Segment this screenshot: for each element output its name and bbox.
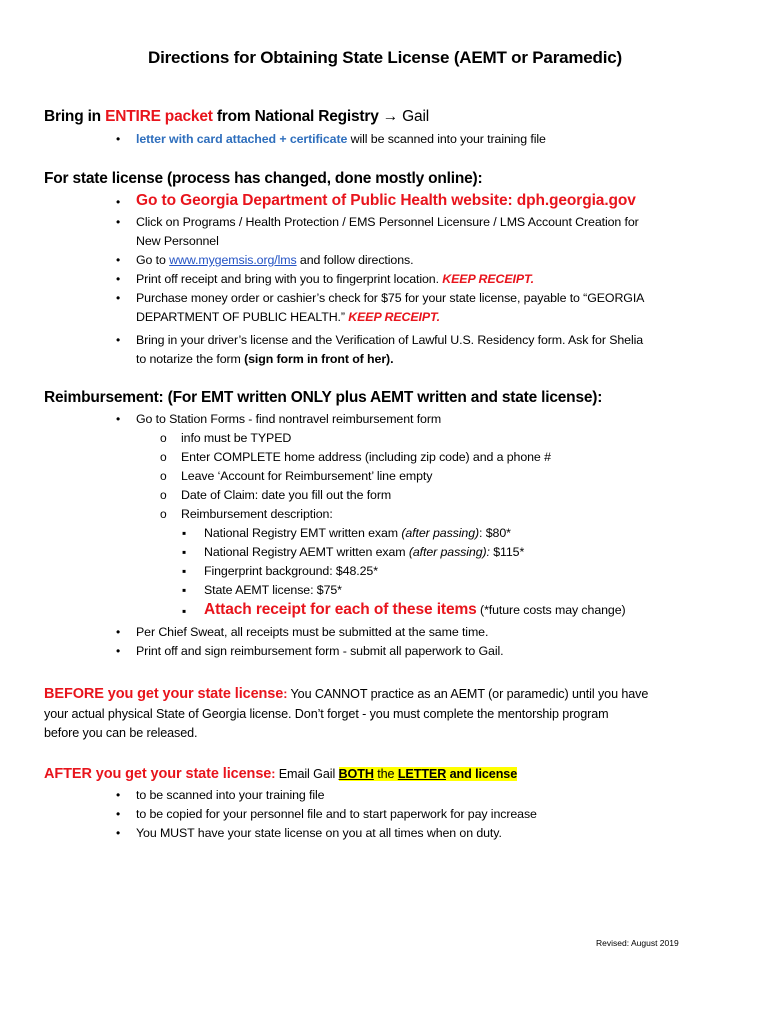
goto-post: and follow directions. <box>296 253 414 267</box>
attach-receipt-text: Attach receipt for each of these items <box>204 601 477 618</box>
desc-item: State AEMT license: $75* <box>204 583 342 597</box>
after-email: Email Gail <box>275 767 339 781</box>
goto-pre: Go to <box>136 253 170 267</box>
square-bullet-icon: ▪ <box>182 583 187 597</box>
bullet-icon: • <box>116 826 121 840</box>
attach-item <box>204 600 626 620</box>
bullet-icon: • <box>116 253 121 267</box>
state-heading: For state license (process has changed, done mostly online): <box>44 170 483 187</box>
desc2-italic: (after passing): <box>408 545 490 559</box>
bring-heading <box>44 108 429 126</box>
bring-item-rest: will be scanned into your training file <box>347 132 546 146</box>
bullet-icon: • <box>116 195 121 209</box>
list-item-cont <box>136 308 440 327</box>
circle-bullet-icon: o <box>160 450 167 464</box>
keep-receipt-text: KEEP RECEIPT. <box>348 310 440 324</box>
list-item: Print off and sign reimbursement form - submit all paperwork to Gail. <box>136 644 504 658</box>
after-paragraph <box>44 765 734 785</box>
before-colon: : <box>283 687 288 701</box>
square-bullet-icon: ▪ <box>182 545 187 559</box>
bring2-bold: (sign form in front of her). <box>244 352 394 366</box>
bullet-icon: • <box>116 644 121 658</box>
list-item <box>136 251 413 270</box>
mygemsis-link[interactable]: www.mygemsis.org/lms <box>169 253 297 267</box>
bring-post: from National Registry <box>212 108 379 125</box>
both-highlight: BOTH <box>338 767 374 781</box>
desc-item <box>204 524 511 543</box>
revised-date: Revised: August 2019 <box>596 938 679 948</box>
bullet-icon: • <box>116 807 121 821</box>
sub-item: Leave ‘Account for Reimbursement’ line empty <box>181 469 433 483</box>
bullet-icon: • <box>116 132 121 146</box>
list-item <box>136 270 534 289</box>
list-item-cont: New Personnel <box>136 234 219 248</box>
after-label: AFTER you get your state license <box>44 766 272 782</box>
bullet-icon: • <box>116 412 121 426</box>
square-bullet-icon: ▪ <box>182 604 187 618</box>
desc1-italic: (after passing) <box>401 526 480 540</box>
list-item: Bring in your driver’s license and the Verification of Lawful U.S. Residency form. Ask for Shelia <box>136 333 644 347</box>
bring-pre: Bring in <box>44 108 106 125</box>
list-item: Click on Programs / Health Protection / EMS Personnel Licensure / LMS Account Creation for <box>136 215 639 229</box>
desc-item <box>204 543 524 562</box>
circle-bullet-icon: o <box>160 488 167 502</box>
square-bullet-icon: ▪ <box>182 564 187 578</box>
reimbursement-heading: Reimbursement: (For EMT written ONLY plus AEMT written and state license): <box>44 389 603 406</box>
before-text-3: before you can be released. <box>44 726 198 740</box>
list-item <box>136 130 546 149</box>
purchase-pre: DEPARTMENT OF PUBLIC HEALTH.” <box>136 310 349 324</box>
circle-bullet-icon: o <box>160 431 167 445</box>
list-item: to be copied for your personnel file and to start paperwork for pay increase <box>136 807 537 821</box>
bullet-icon: • <box>116 291 121 305</box>
bullet-icon: • <box>116 625 121 639</box>
entire-packet-text: ENTIRE packet <box>105 108 213 125</box>
desc1-post: : $80* <box>479 526 511 540</box>
print-pre: Print off receipt and bring with you to fingerprint location. <box>136 272 443 286</box>
desc2-post: $115* <box>489 545 525 559</box>
desc-item: Fingerprint background: $48.25* <box>204 564 378 578</box>
bullet-icon: • <box>116 272 121 286</box>
sub-item: Reimbursement description: <box>181 507 333 521</box>
page-title: Directions for Obtaining State License (AEMT or Paramedic) <box>148 48 622 67</box>
keep-receipt-text: KEEP RECEIPT. <box>442 272 534 286</box>
before-text-2: your actual physical State of Georgia license. Don’t forget - you must complete the mentorship program <box>44 706 609 721</box>
square-bullet-icon: ▪ <box>182 526 187 540</box>
after-colon: : <box>271 767 276 781</box>
goto-dph-text: Go to Georgia Department of Public Health website: dph.georgia.gov <box>136 192 636 209</box>
circle-bullet-icon: o <box>160 507 167 521</box>
bullet-icon: • <box>116 788 121 802</box>
letter-highlight: LETTER <box>397 767 447 781</box>
bullet-icon: • <box>116 333 121 347</box>
list-item: Per Chief Sweat, all receipts must be submitted at the same time. <box>136 625 489 639</box>
sub-item: info must be TYPED <box>181 431 292 445</box>
list-item: You MUST have your state license on you at all times when on duty. <box>136 826 502 840</box>
before-label: BEFORE you get your state license <box>44 686 284 702</box>
list-item-cont <box>136 350 393 369</box>
arrow-right-icon: → <box>382 108 399 125</box>
sub-item: Date of Claim: date you fill out the form <box>181 488 392 502</box>
before-text-1: You CANNOT practice as an AEMT (or paramedic) until you have <box>287 687 649 701</box>
bring-who: Gail <box>398 108 429 125</box>
bullet-icon: • <box>116 215 121 229</box>
sub-item: Enter COMPLETE home address (including zip code) and a phone # <box>181 450 551 464</box>
desc2-pre: National Registry AEMT written exam <box>204 545 409 559</box>
list-item: Purchase money order or cashier’s check for $75 for your state license, payable to “GEORGIA <box>136 291 645 305</box>
the-highlight: the <box>373 767 398 781</box>
bring2-pre: to notarize the form <box>136 352 245 366</box>
desc1-pre: National Registry EMT written exam <box>204 526 402 540</box>
circle-bullet-icon: o <box>160 469 167 483</box>
list-item: Go to Station Forms - find nontravel reimbursement form <box>136 412 442 426</box>
list-item: to be scanned into your training file <box>136 788 325 802</box>
bring-item-blue: letter with card attached + certificate <box>136 132 348 146</box>
future-costs-note: (*future costs may change) <box>476 603 626 617</box>
before-paragraph <box>44 685 734 744</box>
and-license-highlight: and license <box>446 767 518 781</box>
